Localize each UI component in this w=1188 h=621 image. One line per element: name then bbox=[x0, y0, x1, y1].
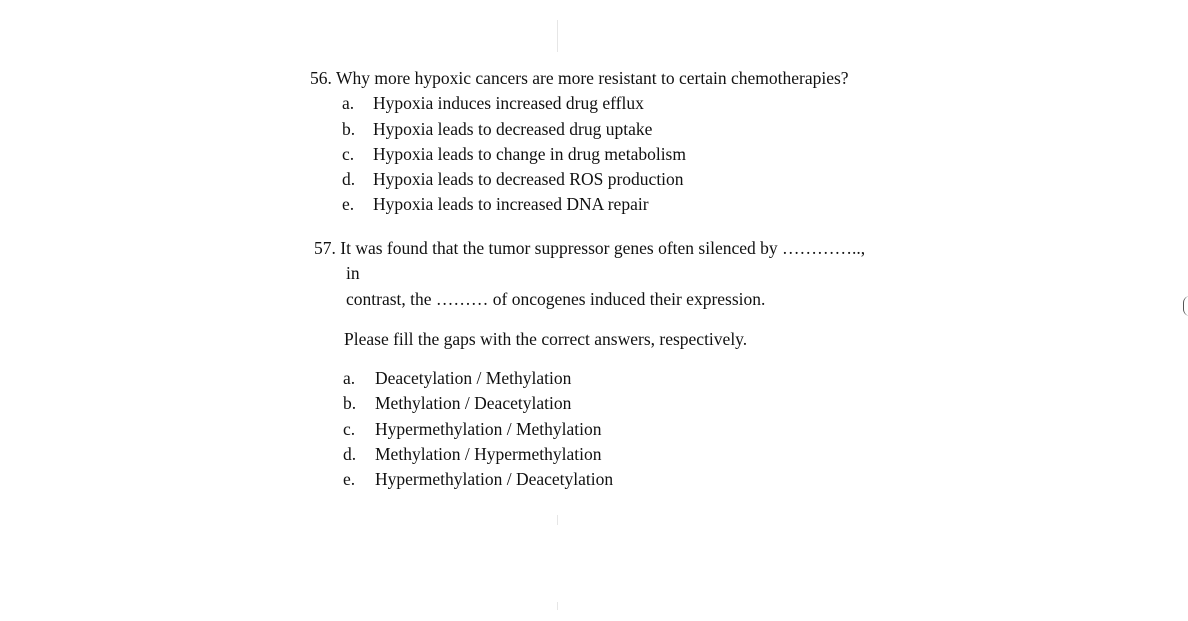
option-letter: d. bbox=[342, 169, 356, 190]
option-letter: d. bbox=[343, 444, 357, 465]
page-guide-bottom bbox=[557, 602, 558, 610]
answer-option[interactable] bbox=[342, 117, 849, 142]
answer-option[interactable] bbox=[343, 391, 865, 416]
question-number: 56. bbox=[310, 68, 332, 88]
question-57 bbox=[314, 236, 865, 493]
answer-option[interactable] bbox=[342, 142, 849, 167]
option-letter: b. bbox=[343, 393, 357, 414]
answer-option[interactable] bbox=[343, 417, 865, 442]
option-text: Hypermethylation / Deacetylation bbox=[375, 469, 614, 490]
question-stem bbox=[310, 66, 849, 91]
option-letter: b. bbox=[342, 118, 356, 139]
option-text: Hypoxia induces increased drug efflux bbox=[373, 93, 644, 114]
answer-option[interactable] bbox=[343, 366, 865, 391]
option-letter: c. bbox=[343, 418, 356, 439]
answer-option[interactable] bbox=[342, 167, 849, 192]
option-text: Deacetylation / Methylation bbox=[375, 368, 572, 389]
option-text: Hypoxia leads to change in drug metabolism bbox=[373, 143, 686, 164]
answer-option[interactable] bbox=[342, 192, 849, 217]
option-letter: c. bbox=[342, 143, 355, 164]
scroll-edge-indicator bbox=[1183, 296, 1188, 316]
option-text: Methylation / Hypermethylation bbox=[375, 444, 602, 465]
option-letter: e. bbox=[343, 469, 356, 490]
option-text: Hypoxia leads to decreased ROS production bbox=[373, 169, 684, 190]
option-text: Hypermethylation / Methylation bbox=[375, 418, 602, 439]
page-guide-top bbox=[557, 20, 558, 52]
question-text: It was found that the tumor suppressor genes often silenced by ………….., bbox=[340, 238, 866, 258]
question-56 bbox=[310, 66, 849, 218]
question-stem bbox=[314, 236, 865, 261]
question-text-continued: contrast, the ……… of oncogenes induced their expression. bbox=[346, 288, 766, 309]
answer-options bbox=[342, 91, 849, 217]
answer-option[interactable] bbox=[343, 442, 865, 467]
option-text: Hypoxia leads to increased DNA repair bbox=[373, 194, 649, 215]
option-text: Hypoxia leads to decreased drug uptake bbox=[373, 118, 653, 139]
question-instruction: Please fill the gaps with the correct answers, respectively. bbox=[344, 328, 748, 349]
question-text-continued: in bbox=[346, 263, 360, 284]
answer-option[interactable] bbox=[343, 467, 865, 492]
option-letter: a. bbox=[343, 368, 356, 389]
answer-option[interactable] bbox=[342, 91, 849, 116]
option-letter: a. bbox=[342, 93, 355, 114]
option-text: Methylation / Deacetylation bbox=[375, 393, 572, 414]
answer-options bbox=[343, 366, 865, 492]
page-guide-middle bbox=[557, 515, 558, 525]
question-text: Why more hypoxic cancers are more resistant to certain chemotherapies? bbox=[335, 68, 849, 88]
option-letter: e. bbox=[342, 194, 355, 215]
question-number: 57. bbox=[314, 238, 336, 258]
